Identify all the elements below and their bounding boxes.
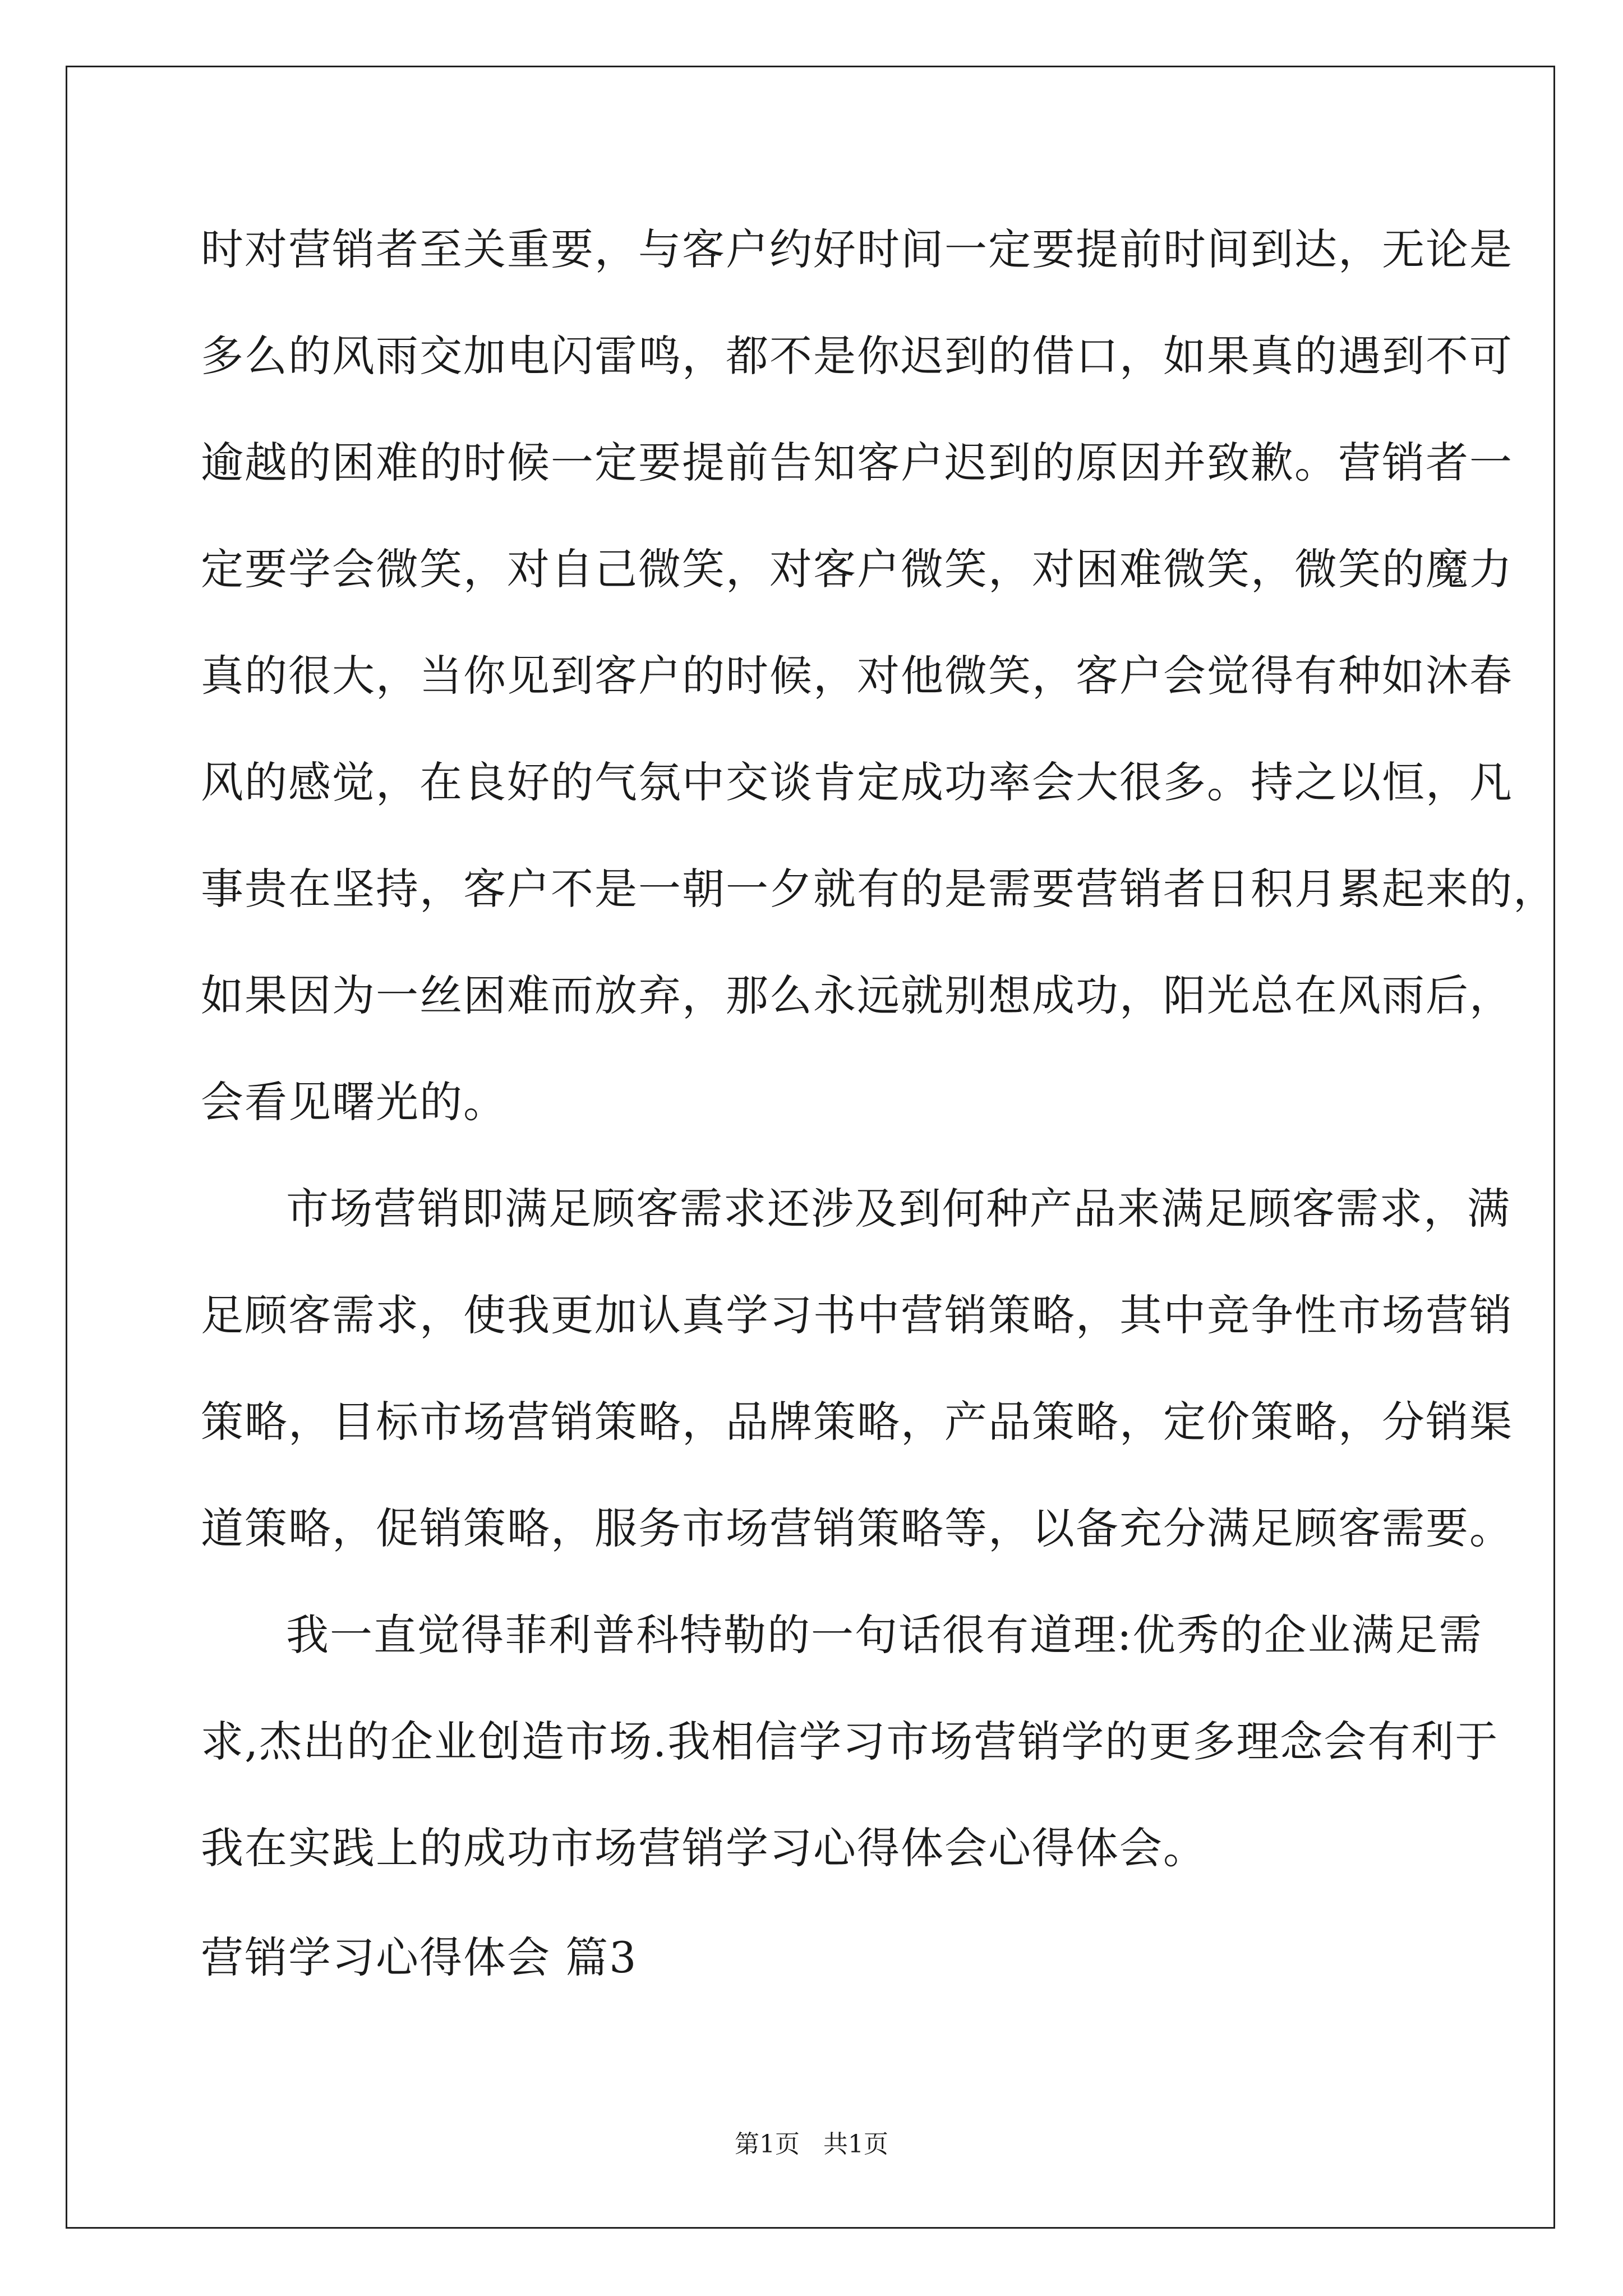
text-line: 时对营销者至关重要，与客户约好时间一定要提前时间到达，无论是 [201,224,1513,274]
text-line: 足顾客需求，使我更加认真学习书中营销策略，其中竞争性市场营销 [201,1290,1513,1340]
text-line: 我在实践上的成功市场营销学习心得体会心得体会。 [201,1823,1207,1873]
text-line: 我一直觉得菲利普科特勒的一句话很有道理:优秀的企业满足需 [286,1610,1483,1660]
text-line: 真的很大，当你见到客户的时候，对他微笑，客户会觉得有种如沐春 [201,651,1513,701]
page-border [66,66,1555,2229]
text-line: 风的感觉，在良好的气氛中交谈肯定成功率会大很多。持之以恒，凡 [201,757,1513,807]
text-line: 多么的风雨交加电闪雷鸣，都不是你迟到的借口，如果真的遇到不可 [201,331,1513,381]
text-line: 会看见曙光的。 [201,1077,507,1127]
section-heading: 营销学习心得体会 篇3 [201,1932,638,1982]
text-line: 道策略，促销策略，服务市场营销策略等，以备充分满足顾客需要。 [201,1503,1513,1553]
text-line: 市场营销即满足顾客需求还涉及到何种产品来满足顾客需求，满 [286,1184,1511,1234]
text-line: 事贵在坚持，客户不是一朝一夕就有的是需要营销者日积月累起来的， [201,864,1557,914]
text-line: 策略，目标市场营销策略，品牌策略，产品策略，定价策略，分销渠 [201,1397,1513,1447]
text-line: 求,杰出的企业创造市场.我相信学习市场营销学的更多理念会有利于 [201,1717,1499,1766]
text-line: 定要学会微笑，对自己微笑，对客户微笑，对困难微笑，微笑的魔力 [201,544,1513,594]
text-line: 逾越的困难的时候一定要提前告知客户迟到的原因并致歉。营销者一 [201,438,1513,487]
page-number-footer: 第1页 共1页 [735,2130,888,2159]
text-line: 如果因为一丝困难而放弃，那么永远就别想成功，阳光总在风雨后， [201,970,1513,1020]
